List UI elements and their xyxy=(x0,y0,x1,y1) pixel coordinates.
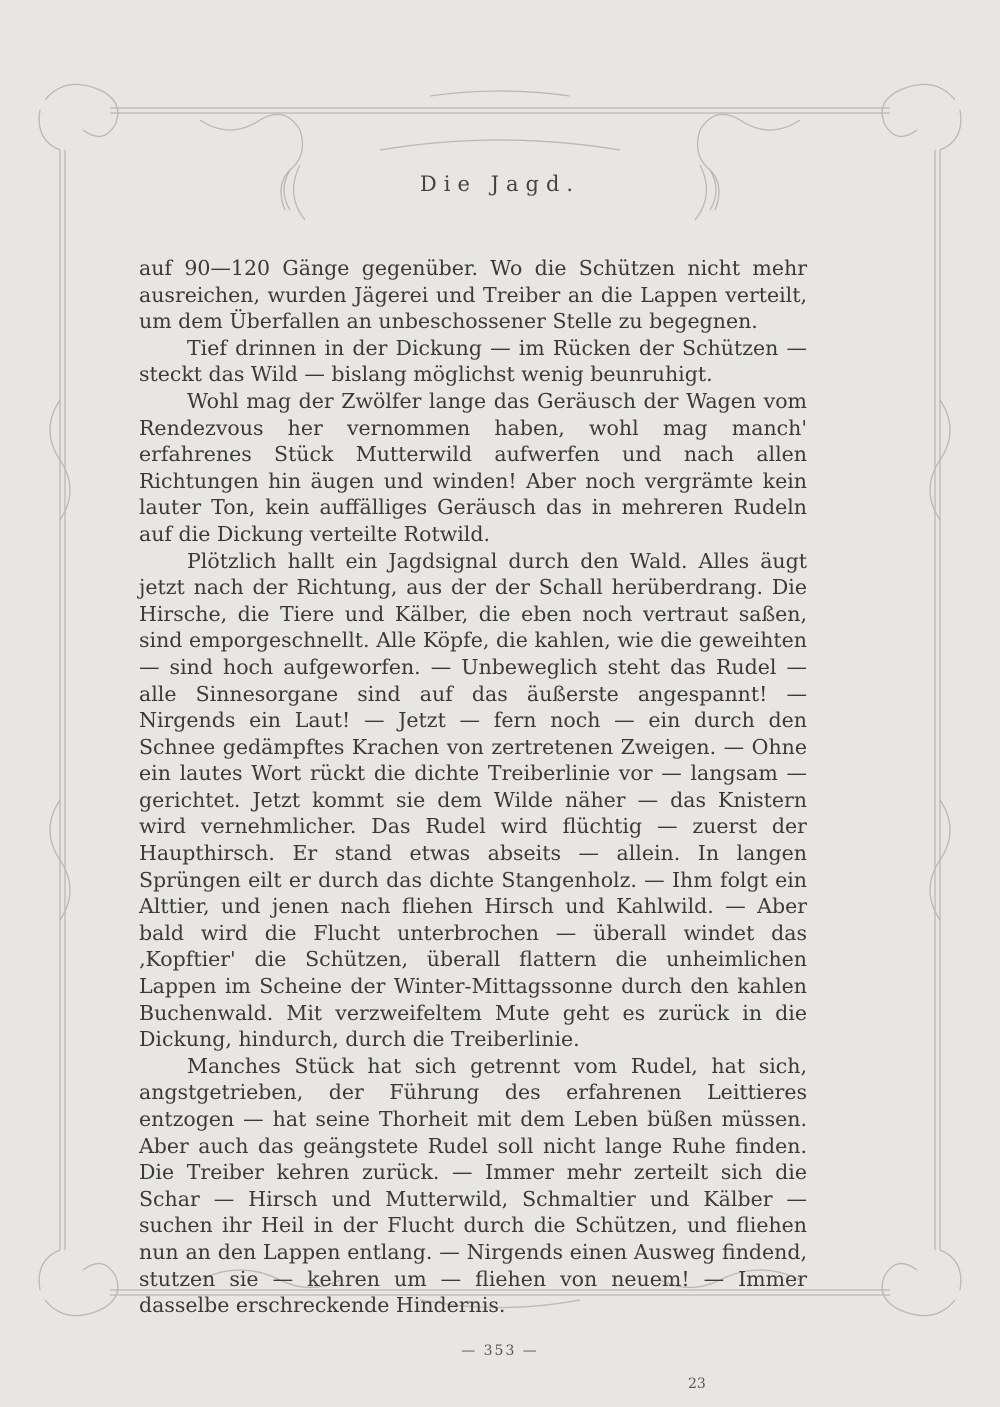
paragraph-2: Tief drinnen in der Dickung — im Rücken der Schützen — steckt das Wild — bislang möglichst wenig beunruhigt. xyxy=(139,335,807,387)
paragraph-4: Plötzlich hallt ein Jagdsignal durch den Wald. Alles äugt jetzt nach der Richtung, aus der der Schall herüberdrang. Die Hirsche, die Tiere und Kälber, die eben noch vertraut saßen, sind emporgeschnellt. Alle Köpfe, die kahlen, wie die geweihten — sind hoch aufgeworfen. — Unbeweglich steht das Rudel — alle Sinnesorgane sind auf das äußerste angespannt! — Nirgends ein Laut! — Jetzt — fern noch — ein durch den Schnee gedämpftes Krachen von zertretenen Zweigen. — Ohne ein lautes Wort rückt die dichte Treiberlinie vor — langsam — gerichtet. Jetzt kommt sie dem Wilde näher — das Knistern wird vernehmlicher. Das Rudel wird flüchtig — zuerst der Haupthirsch. Er stand etwas abseits — allein. In langen Sprüngen eilt er durch das dichte Stangenholz. — Ihm folgt ein Alttier, und jenen nach fliehen Hirsch und Kahlwild. — Aber bald wird die Flucht unterbrochen — überall windet das ‚Kopftier' die Schützen, überall flattern die unheimlichen Lappen im Scheine der Winter-Mittagssonne durch den kahlen Buchenwald. Mit verzweifeltem Mute geht es zurück in die Dickung, hindurch, durch die Treiberlinie. xyxy=(139,548,807,1052)
paragraph-3: Wohl mag der Zwölfer lange das Geräusch der Wagen vom Rendezvous her vernommen haben, wohl mag manch' erfahrenes Stück Mutterwild aufwerfen und nach allen Richtungen hin äugen und winden! Aber noch vergrämte kein lauter Ton, kein auffälliges Geräusch das in mehreren Rudeln auf die Dickung verteilte Rotwild. xyxy=(139,388,807,546)
running-title: Die Jagd. xyxy=(419,172,581,196)
page-number: — 353 — xyxy=(461,1343,539,1359)
signature-mark: 23 xyxy=(688,1376,706,1392)
paragraph-1: auf 90—120 Gänge gegenüber. Wo die Schützen nicht mehr ausreichen, wurden Jägerei und Treiber an die Lappen verteilt, um dem Überfallen an unbeschossener Stelle zu begegnen. xyxy=(139,256,807,334)
body-text xyxy=(139,255,807,1319)
paragraph-5: Manches Stück hat sich getrennt vom Rudel, hat sich, angstgetrieben, der Führung des erfahrenen Leittieres entzogen — hat seine Thorheit mit dem Leben büßen müssen. Aber auch das geängstete Rudel soll nicht lange Ruhe finden. Die Treiber kehren zurück. — Immer mehr zerteilt sich die Schar — Hirsch und Mutterwild, Schmaltier und Kälber — suchen ihr Heil in der Flucht durch die Schützen, und fliehen nun an den Lappen entlang. — Nirgends einen Ausweg findend, stutzen sie — kehren um — fliehen von neuem! — Immer dasselbe erschreckende Hindernis. xyxy=(139,1053,807,1318)
